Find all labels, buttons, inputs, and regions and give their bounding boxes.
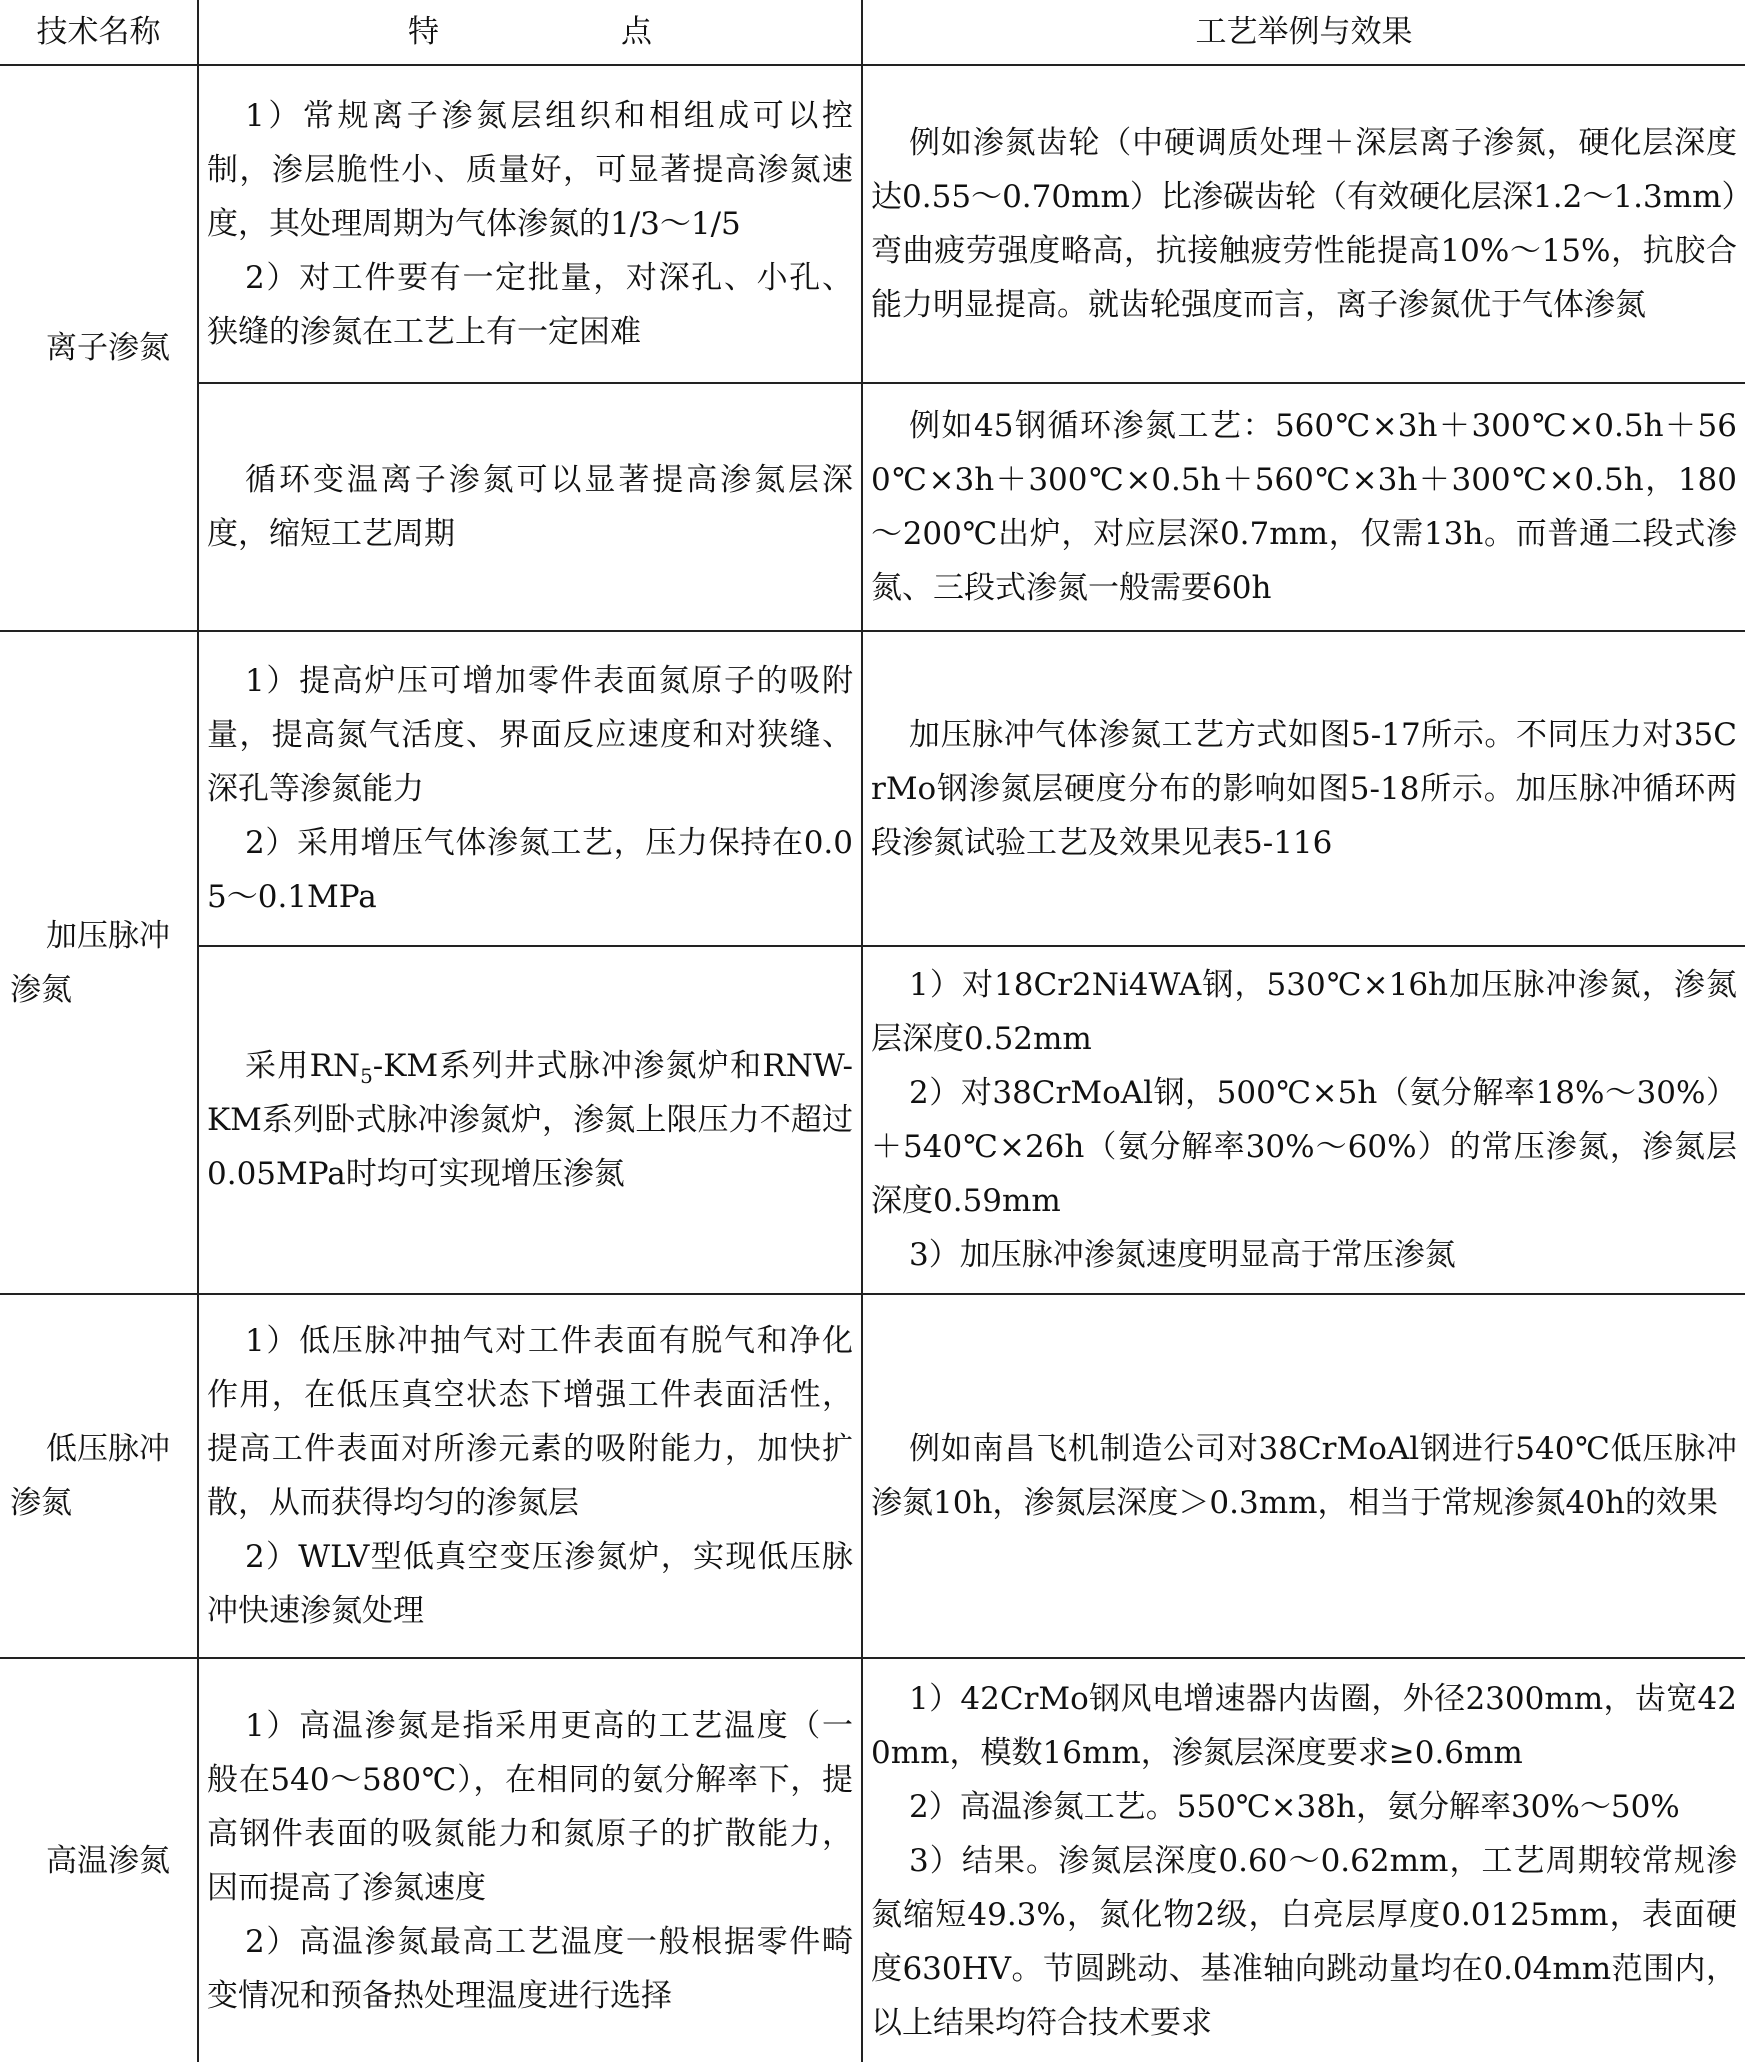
feature-item: 2）对工件要有一定批量，对深孔、小孔、狭缝的渗氮在工艺上有一定困难 <box>207 260 853 350</box>
table-row <box>0 946 1745 1294</box>
examples-cell <box>862 65 1745 383</box>
examples-cell <box>862 1294 1745 1658</box>
table-row <box>0 631 1745 946</box>
table-header-row <box>0 0 1745 65</box>
example-item: 加压脉冲气体渗氮工艺方式如图5-17所示。不同压力对35CrMo钢渗氮层硬度分布的影响如图5-18所示。加压脉冲循环两段渗氮试验工艺及效果见表5-116 <box>871 716 1737 861</box>
feature-item: 循环变温离子渗氮可以显著提高渗氮层深度，缩短工艺周期 <box>207 462 853 552</box>
features-cell <box>198 1294 862 1658</box>
table-row <box>0 1658 1745 2062</box>
example-item: 1）对18Cr2Ni4WA钢，530℃×16h加压脉冲渗氮，渗氮层深度0.52mm <box>871 967 1737 1057</box>
feature-item: 2）高温渗氮最高工艺温度一般根据零件畸变情况和预备热处理温度进行选择 <box>207 1923 853 2014</box>
feature-item <box>207 1039 853 1201</box>
column-header-features: 特 点 <box>198 0 862 65</box>
feature-item: 2）采用增压气体渗氮工艺，压力保持在0.05～0.1MPa <box>207 824 853 915</box>
column-header-technique-name: 技术名称 <box>0 0 198 65</box>
features-cell <box>198 383 862 631</box>
technique-name-cell: 离子渗氮 <box>0 65 198 631</box>
feature-item: 1）提高炉压可增加零件表面氮原子的吸附量，提高氮气活度、界面反应速度和对狭缝、深孔等渗氮能力 <box>207 662 853 807</box>
features-cell <box>198 946 862 1294</box>
example-item: 例如渗氮齿轮（中硬调质处理＋深层离子渗氮，硬化层深度达0.55～0.70mm）比渗碳齿轮（有效硬化层深1.2～1.3mm）弯曲疲劳强度略高，抗接触疲劳性能提高10%～15%，抗胶合能力明显提高。就齿轮强度而言，离子渗氮优于气体渗氮 <box>871 125 1737 323</box>
examples-cell <box>862 946 1745 1294</box>
example-item: 2）高温渗氮工艺。550℃×38h，氨分解率30%～50% <box>909 1788 1680 1825</box>
example-item: 例如45钢循环渗氮工艺：560℃×3h＋300℃×0.5h＋560℃×3h＋300℃×0.5h＋560℃×3h＋300℃×0.5h，180～200℃出炉，对应层深0.7mm，仅需13h。而普通二段式渗氮、三段式渗氮一般需要60h <box>871 408 1737 606</box>
feature-subscript: 5 <box>360 1064 373 1089</box>
examples-cell <box>862 1658 1745 2062</box>
table-row <box>0 65 1745 383</box>
feature-item: 1）高温渗氮是指采用更高的工艺温度（一般在540～580℃），在相同的氨分解率下，提高钢件表面的吸氮能力和氮原子的扩散能力，因而提高了渗氮速度 <box>207 1707 853 1906</box>
features-cell <box>198 65 862 383</box>
table-row <box>0 1294 1745 1658</box>
example-item: 例如南昌飞机制造公司对38CrMoAl钢进行540℃低压脉冲渗氮10h，渗氮层深度＞0.3mm，相当于常规渗氮40h的效果 <box>871 1431 1737 1521</box>
feature-item: 1）低压脉冲抽气对工件表面有脱气和净化作用，在低压真空状态下增强工件表面活性，提高工件表面对所渗元素的吸附能力，加快扩散，从而获得均匀的渗氮层 <box>207 1323 853 1521</box>
column-header-examples: 工艺举例与效果 <box>862 0 1745 65</box>
features-cell <box>198 1658 862 2062</box>
feature-text-part: -KM系列井式脉冲渗氮炉和RNW-KM系列卧式脉冲渗氮炉，渗氮上限压力不超过0.05MPa时均可实现增压渗氮 <box>207 1048 853 1192</box>
technique-name-cell: 高温渗氮 <box>0 1658 198 2062</box>
table-row <box>0 383 1745 631</box>
feature-item: 1）常规离子渗氮层组织和相组成可以控制，渗层脆性小、质量好，可显著提高渗氮速度，其处理周期为气体渗氮的1/3～1/5 <box>207 98 853 242</box>
examples-cell <box>862 383 1745 631</box>
feature-text-part: 采用RN <box>245 1048 361 1084</box>
technique-name-cell: 低压脉冲渗氮 <box>0 1294 198 1658</box>
technique-name-cell: 加压脉冲渗氮 <box>0 631 198 1294</box>
features-cell <box>198 631 862 946</box>
example-item: 3）结果。渗氮层深度0.60～0.62mm，工艺周期较常规渗氮缩短49.3%，氮化物2级，白亮层厚度0.0125mm，表面硬度630HV。节圆跳动、基准轴向跳动量均在0.04mm范围内，以上结果均符合技术要求 <box>871 1842 1737 2041</box>
examples-cell <box>862 631 1745 946</box>
example-item: 3）加压脉冲渗氮速度明显高于常压渗氮 <box>909 1237 1456 1273</box>
example-item: 2）对38CrMoAl钢，500℃×5h（氨分解率18%～30%）＋540℃×26h（氨分解率30%～60%）的常压渗氮，渗氮层深度0.59mm <box>871 1075 1737 1219</box>
feature-item: 2）WLV型低真空变压渗氮炉，实现低压脉冲快速渗氮处理 <box>207 1539 853 1629</box>
example-item: 1）42CrMo钢风电增速器内齿圈，外径2300mm，齿宽420mm，模数16mm，渗氮层深度要求≥0.6mm <box>871 1680 1737 1771</box>
